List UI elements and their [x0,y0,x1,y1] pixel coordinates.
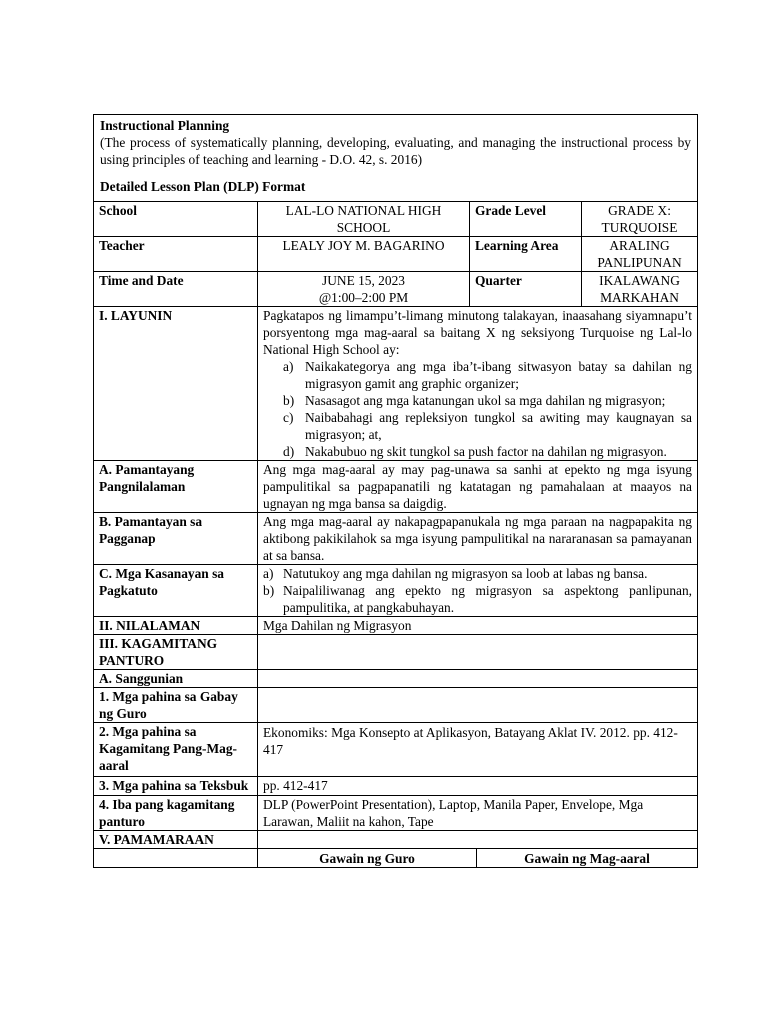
time-value: @1:00–2:00 PM [318,290,409,305]
iba-pang-label: 4. Iba pang kagamitang panturo [94,796,258,831]
grade-level-value: GRADE X: TURQUOISE [582,202,698,237]
kasanayan-list [263,565,692,616]
list-item: a) Natutukoy ang mga dahilan ng migrasyon sa loob at labas ng bansa. [263,566,648,581]
pamantayang-pangnilalaman-row [94,461,698,513]
list-item: a) Naikakategorya ang mga iba’t-ibang sitwasyon batay sa dahilan ng migrasyon gamit ang graphic organizer; [283,359,692,391]
teksbuk-row [94,777,698,796]
date-value: JUNE 15, 2023 [322,273,405,288]
teksbuk-text: pp. 412-417 [258,777,698,796]
gawain-ng-guro-header: Gawain ng Guro [258,849,477,867]
iba-pang-row [94,796,698,831]
dlp-table [93,114,698,868]
kagamitang-pang-aaral-row [94,723,698,777]
format-title: Detailed Lesson Plan (DLP) Format [100,179,306,194]
teacher-row [94,237,698,272]
pamantayan-sa-pagganap-label: B. Pamantayan sa Pagganap [94,513,258,565]
kasanayan-row [94,565,698,617]
layunin-intro: Pagkatapos ng limampu’t-limang minutong talakayan, inaasahang siyamnapu’t porsyentong mga mag-aaral sa baitang X ng seksiyong Turquoise ng Lal-lo National High School ay: [263,308,692,357]
learning-area-label: Learning Area [470,237,582,272]
iba-pang-text: DLP (PowerPoint Presentation), Laptop, Manila Paper, Envelope, Mga Larawan, Maliit na kahon, Tape [258,796,698,831]
quarter-value: IKALAWANG MARKAHAN [582,272,698,307]
pamantayan-sa-pagganap-row [94,513,698,565]
nilalaman-row [94,617,698,635]
kasanayan-label: C. Mga Kasanayan sa Pagkatuto [94,565,258,617]
pamamaraan-label: V. PAMAMARAAN [94,831,258,849]
time-date-row [94,272,698,307]
kagamitan-row [94,635,698,670]
sanggunian-row [94,670,698,688]
layunin-label: I. LAYUNIN [94,307,258,461]
learning-area-value: ARALING PANLIPUNAN [582,237,698,272]
document-title: Instructional Planning [100,118,230,133]
nilalaman-text: Mga Dahilan ng Migrasyon [258,617,698,635]
gawain-ng-mag-aaral-header: Gawain ng Mag-aaral [524,851,650,866]
gabay-row [94,688,698,723]
school-value: LAL-LO NATIONAL HIGH SCHOOL [258,202,470,237]
sanggunian-label: A. Sanggunian [94,670,258,688]
pamantayang-pangnilalaman-label: A. Pamantayang Pangnilalaman [94,461,258,513]
kagamitan-label: III. KAGAMITANG PANTURO [94,635,258,670]
school-row [94,202,698,237]
pamamaraan-header-row [94,849,698,868]
teksbuk-label: 3. Mga pahina sa Teksbuk [94,777,258,796]
layunin-row [94,307,698,461]
kagamitang-pang-aaral-text: Ekonomiks: Mga Konsepto at Aplikasyon, Batayang Aklat IV. 2012. pp. 412-417 [258,723,698,777]
quarter-label: Quarter [470,272,582,307]
gabay-label: 1. Mga pahina sa Gabay ng Guro [94,688,258,723]
list-item: c) Naibabahagi ang repleksiyon tungkol sa awiting may kaugnayan sa migrasyon; at, [283,410,692,442]
pamantayan-sa-pagganap-text: Ang mga mag-aaral ay nakapagpapanukala ng mga paraan na nagpapakita ng aktibong pakikilahok sa mga isyung pampulitikal na nararanasan sa pamayanan at sa bansa. [258,513,698,565]
grade-level-label: Grade Level [470,202,582,237]
activity-columns [258,849,697,867]
pamantayang-pangnilalaman-text: Ang mga mag-aaral ay may pag-unawa sa sanhi at epekto ng mga isyung pampulitikal sa pagpapanatili ng katatagan ng pamahalaan at maayos na ugnayan ng mga bansa sa daigdig. [258,461,698,513]
teacher-label: Teacher [94,237,258,272]
intro-row [94,115,698,202]
school-label: School [94,202,258,237]
time-date-label: Time and Date [94,272,258,307]
lesson-plan-document [93,114,697,868]
teacher-value: LEALY JOY M. BAGARINO [258,237,470,272]
kagamitang-pang-aaral-label: 2. Mga pahina sa Kagamitang Pang-Mag-aaral [94,723,258,777]
list-item: b) Nasasagot ang mga katanungan ukol sa mga dahilan ng migrasyon; [283,393,666,408]
list-item: d) Nakabubuo ng skit tungkol sa push factor na dahilan ng migrasyon. [283,444,667,459]
layunin-list [263,358,692,460]
gabay-text [258,688,698,723]
document-description: (The process of systematically planning, developing, evaluating, and managing the instructional process by using principles of teaching and learning - D.O. 42, s. 2016) [100,135,691,167]
list-item: b) Naipaliliwanag ang epekto ng migrasyon sa aspektong panlipunan, pampulitika, at pangkabuhayan. [263,583,692,615]
nilalaman-label: II. NILALAMAN [94,617,258,635]
pamamaraan-row [94,831,698,849]
